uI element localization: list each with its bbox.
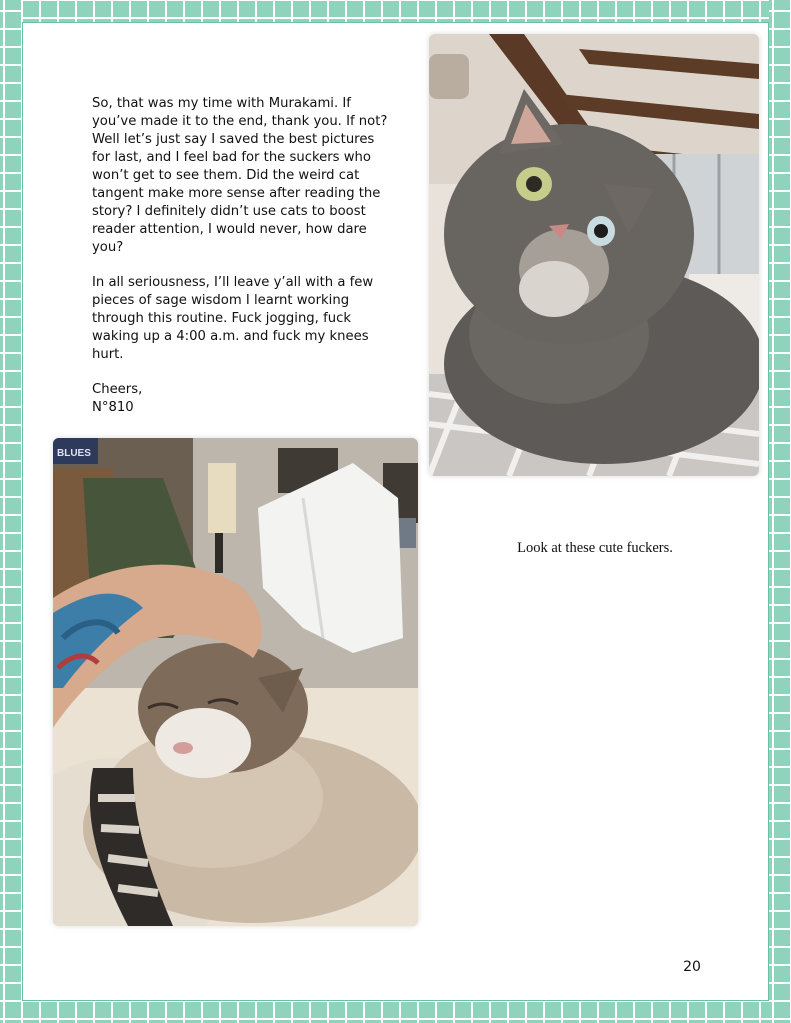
signoff-closing: Cheers,: [92, 382, 143, 397]
paragraph-2: In all seriousness, I’ll leave y’all with a few pieces of sage wisdom I learnt working through this routine. Fuck jogging, fuck waking up a 4:00 a.m. and fuck my knees hurt.: [92, 275, 374, 362]
photo-tabby-cat: [53, 438, 418, 926]
paragraph-1: So, that was my time with Murakami. If you’ve made it to the end, thank you. If not? Well let’s just say I saved the best pictures for last, and I feel bad for the suckers who won’t get to see them. Did the weird cat tangent make more sense after reading the story? I definitely didn’t use cats to boost reader attention, I would never, how dare you?: [92, 96, 388, 255]
decorative-border-right: [769, 0, 791, 1023]
body-text: [92, 95, 392, 417]
photo-caption: Look at these cute fuckers.: [517, 540, 673, 556]
decorative-border-top: [0, 0, 791, 22]
blues-sign-text: BLUES: [57, 448, 91, 459]
decorative-border-bottom: [0, 1001, 791, 1023]
signoff: [92, 381, 392, 417]
page-number: 20: [683, 959, 701, 975]
signoff-author: N°810: [92, 400, 134, 415]
decorative-border-left: [0, 0, 22, 1023]
photo-gray-cat: [429, 34, 759, 476]
